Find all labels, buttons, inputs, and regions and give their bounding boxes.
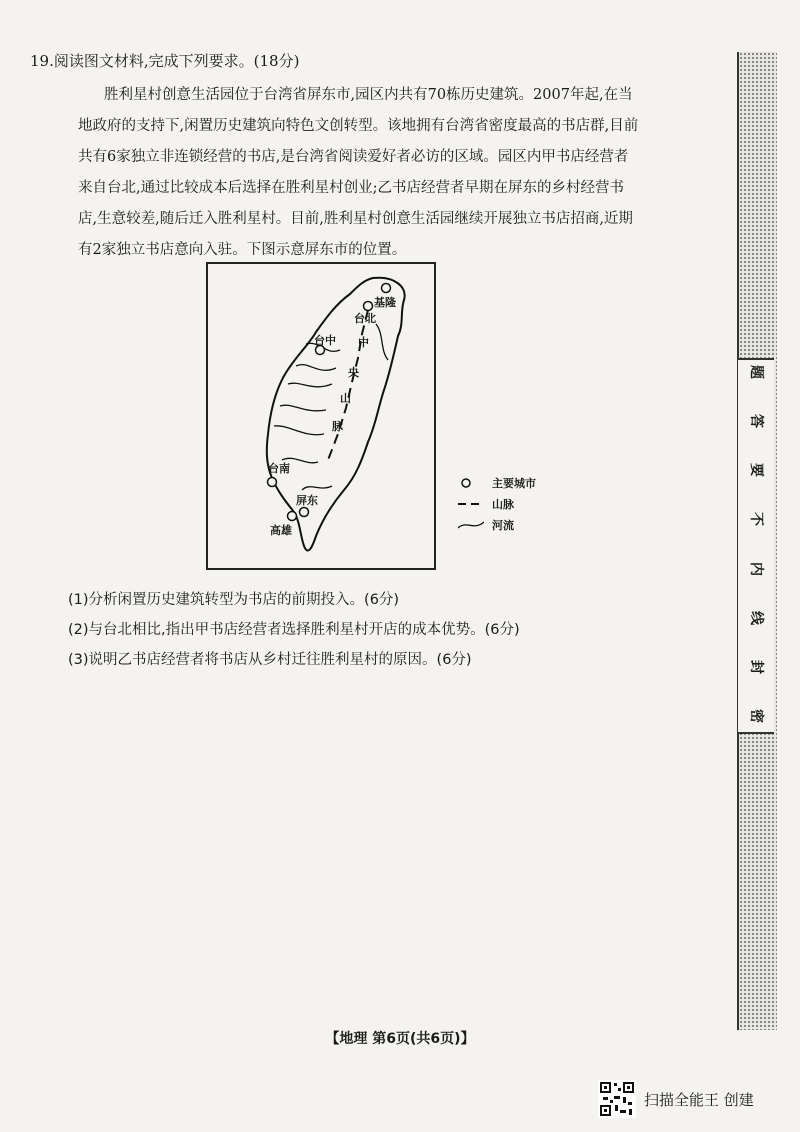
seal-char: 要 (748, 463, 764, 478)
sub-question-1: (1)分析闲置历史建筑转型为书店的前期投入。(6分) (68, 592, 400, 608)
city-label-pingtung: 屏东 (296, 494, 318, 507)
seal-line-notice (745, 362, 769, 726)
river (280, 405, 326, 411)
city-label-taichung: 台中 (314, 334, 336, 347)
taiwan-map (206, 262, 436, 570)
mountain-label-char: 山 (340, 392, 351, 405)
seal-char: 内 (748, 561, 764, 576)
mountain-label-char: 中 (358, 336, 369, 349)
mountain-label-char: 央 (348, 366, 359, 379)
legend-city-label: 主要城市 (492, 476, 536, 490)
legend-river (458, 514, 536, 535)
island-outline (267, 278, 405, 551)
city-marker-tainan (268, 478, 277, 487)
seal-char: 不 (748, 512, 764, 527)
city-marker-kaohsiung (288, 512, 297, 521)
river (376, 324, 388, 360)
qr-code-icon (598, 1080, 636, 1118)
question-passage (78, 80, 718, 266)
question-title: 19.阅读图文材料,完成下列要求。(18分) (30, 52, 300, 70)
legend-mountain (458, 493, 536, 514)
scanner-watermark (598, 1080, 754, 1118)
river (302, 486, 332, 490)
seal-char: 封 (748, 659, 764, 674)
seal-char: 线 (748, 610, 764, 625)
page-footer: 【地理 第6页(共6页)】 (325, 1031, 475, 1047)
seal-char: 答 (748, 414, 764, 429)
passage-line: 地政府的支持下,闲置历史建筑向特色文创转型。该地拥有台湾省密度最高的书店群,目前 (78, 118, 639, 134)
city-label-keelung: 基隆 (374, 296, 396, 309)
mountain-label-char: 脉 (332, 420, 343, 433)
passage-line: 胜利星村创意生活园位于台湾省屏东市,园区内共有70栋历史建筑。2007年起,在当 (104, 87, 633, 103)
city-circle-icon (458, 477, 484, 489)
legend-river-label: 河流 (492, 518, 514, 532)
legend-mountain-label: 山脉 (492, 497, 514, 511)
map-legend (458, 472, 536, 535)
passage-line: 有2家独立书店意向入驻。下图示意屏东市的位置。 (78, 242, 407, 258)
dashed-line-icon (458, 498, 484, 510)
river (274, 426, 324, 435)
sub-question-2: (2)与台北相比,指出甲书店经营者选择胜利星村开店的成本优势。(6分) (68, 622, 520, 638)
passage-line: 店,生意较差,随后迁入胜利星村。目前,胜利星村创意生活园继续开展独立书店招商,近期 (78, 211, 633, 227)
seal-char: 题 (748, 365, 764, 379)
city-label-tainan: 台南 (268, 462, 290, 475)
river (296, 365, 336, 371)
city-marker-keelung (382, 284, 391, 293)
taiwan-map-drawing (208, 264, 434, 568)
sub-question-3: (3)说明乙书店经营者将书店从乡村迁往胜利星村的原因。(6分) (68, 652, 472, 668)
scanner-label: 扫描全能王 创建 (644, 1090, 754, 1109)
city-label-taipei: 台北 (354, 312, 376, 325)
seal-char: 密 (748, 708, 764, 723)
river-curve-icon (458, 519, 484, 531)
passage-line: 来自台北,通过比较成本后选择在胜利星村创业;乙书店经营者早期在屏东的乡村经营书 (78, 180, 624, 196)
river (288, 383, 332, 387)
city-marker-pingtung (300, 508, 309, 517)
legend-city (458, 472, 536, 493)
city-label-kaohsiung: 高雄 (270, 524, 292, 537)
passage-line: 共有6家独立非连锁经营的书店,是台湾省阅读爱好者必访的区域。园区内甲书店经营者 (78, 149, 629, 165)
